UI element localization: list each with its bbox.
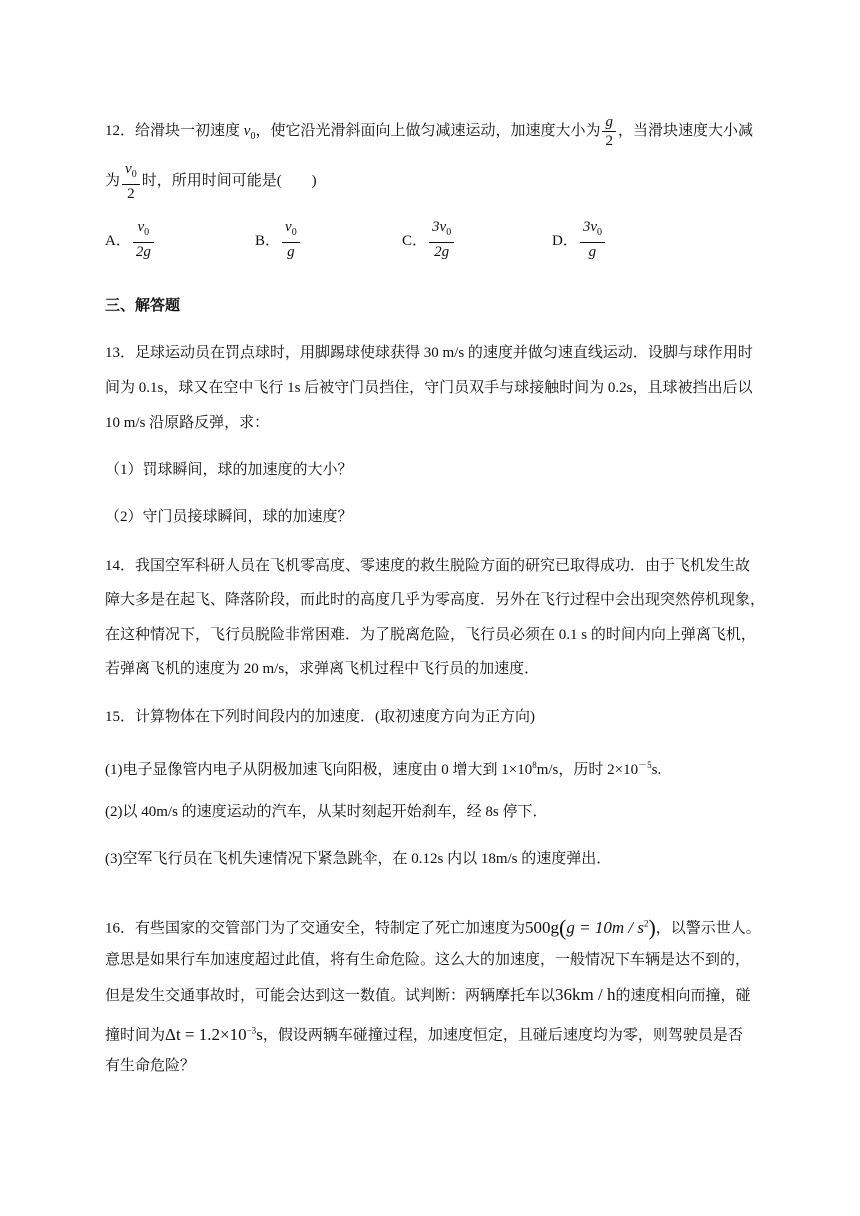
option-label: D．: [552, 233, 578, 249]
paren-open: (: [559, 914, 567, 940]
math-500g: 500g: [525, 917, 560, 937]
frac-den: g: [287, 244, 295, 260]
sub-zero: 0: [250, 130, 256, 142]
frac-num: [122, 160, 140, 185]
math-delta-t: [165, 1025, 263, 1044]
math-expr: [525, 914, 656, 940]
option-label: C．: [402, 233, 428, 249]
q14-line4: 若弹离飞机的速度为 20 m/s，求弹离飞机过程中飞行员的加速度．: [105, 661, 540, 677]
q16-line5: 有生命危险？: [105, 1058, 196, 1074]
q15-text: (1)电子显像管内电子从阴极加速飞向阳极，速度由 0 增大到 1×10: [105, 762, 533, 778]
exponent: 2: [643, 918, 649, 928]
math-speed: 36km / h: [555, 985, 616, 1004]
q12-text: ，当滑块速度大小减: [617, 122, 753, 139]
option-label: A．: [105, 233, 131, 249]
frac-den: 2g: [135, 244, 151, 260]
q13-line3: 10 m/s 沿原路反弹，求：: [105, 415, 270, 431]
q12-text: 为: [105, 172, 121, 189]
q12-text: ，使它沿光滑斜面向上做匀减速运动，加速度大小为: [255, 122, 601, 139]
q15-sub2: (2)以 40m/s 的速度运动的汽车，从某时刻起开始刹车，经 8s 停下．: [105, 804, 548, 820]
q12-text: 12．给滑块一初速度: [105, 122, 244, 139]
frac-num: [282, 218, 300, 243]
exponent: 8: [532, 760, 537, 770]
frac-num: g: [602, 113, 616, 132]
option-d[interactable]: [552, 218, 607, 261]
option-fraction: [133, 218, 154, 261]
frac-den: g: [588, 244, 597, 260]
frac-num: [429, 218, 454, 243]
fraction-v0-over-2: [122, 160, 140, 203]
sub-zero: 0: [291, 227, 297, 238]
q13-sub2: （2）守门员接球瞬间，球的加速度？: [105, 509, 353, 525]
q13-line1: 13．足球运动员在罚点球时，用脚踢球使球获得 30 m/s 的速度并做匀速直线运动．设脚与球作用时: [105, 345, 753, 361]
num-text: 3v: [432, 219, 447, 235]
paren-close: ): [648, 914, 656, 940]
option-fraction: [429, 218, 454, 261]
option-fraction: [580, 218, 605, 261]
option-c[interactable]: [402, 218, 456, 261]
q16-text: ，以警示世人。: [655, 920, 761, 937]
num-text: 3v: [582, 219, 598, 235]
frac-den: 2g: [434, 244, 450, 260]
math-unit: s: [256, 1024, 263, 1044]
q13-line2: 间为 0.1s，球又在空中飞行 1s 后被守门员挡住，守门员双手与球接触时间为 0.2s，且球被挡出后以: [105, 380, 753, 396]
num-text: v: [137, 219, 145, 235]
section-heading: 三、解答题: [105, 298, 181, 314]
sub-zero: 0: [131, 169, 137, 180]
q16-text: 撞时间为: [105, 1027, 166, 1044]
q15-text: m/s，历时 2×10: [536, 762, 639, 778]
q16-text: 的速度相向而撞，碰: [615, 988, 751, 1004]
q12-line2: [105, 160, 317, 203]
q12-options: [105, 218, 805, 262]
q12-text: 时，所用时间可能是( ): [141, 172, 317, 189]
math-expr: Δt = 1.2×10: [165, 1024, 247, 1044]
q15-sub1: [105, 755, 661, 780]
option-a[interactable]: [105, 218, 156, 261]
num-text: v: [285, 219, 292, 235]
q16-line3: [105, 985, 750, 1006]
option-label: B．: [255, 233, 281, 249]
q15-line1: 15．计算物体在下列时间段内的加速度．(取初速度方向为正方向): [105, 709, 535, 725]
q16-text: ，假设两辆车碰撞过程，加速度恒定，且碰后速度均为零，则驾驶员是否: [262, 1027, 743, 1044]
q15-sub3: (3)空军飞行员在飞机失速情况下紧急跳伞，在 0.12s 内以 18m/s 的速度弹出．: [105, 851, 612, 867]
var-v: v: [243, 122, 251, 139]
q13-sub1: （1）罚球瞬间，球的加速度的大小？: [105, 462, 353, 478]
exponent: －5: [638, 760, 652, 770]
sub-zero: 0: [144, 227, 150, 238]
sub-zero: 0: [446, 227, 452, 238]
option-fraction: [282, 218, 300, 261]
frac-den: 2: [127, 186, 135, 202]
q16-line1: [105, 913, 761, 939]
frac-den: 2: [605, 133, 613, 149]
option-b[interactable]: [255, 218, 302, 261]
q14-line3: 在这种情况下，飞行员脱险非常困难．为了脱离危险，飞行员必须在 0.1 s 的时间内向上弹离飞机，: [105, 627, 756, 643]
fraction-g-over-2: [602, 113, 616, 150]
q16-line4: [105, 1020, 743, 1046]
math-g-def: g = 10m / s: [566, 917, 644, 937]
q15-text: s.: [651, 762, 662, 778]
q12-line1: [105, 113, 753, 150]
q16-text: 16．有些国家的交管部门为了交通安全，特制定了死亡加速度为: [105, 920, 526, 937]
q14-line1: 14．我国空军科研人员在飞机零高度、零速度的救生脱险方面的研究已取得成功．由于飞机发生故: [105, 558, 751, 574]
q16-text: 但是发生交通事故时，可能会达到这一数值。试判断：两辆摩托车以: [105, 988, 556, 1004]
sub-zero: 0: [597, 227, 603, 238]
var-v: v: [125, 161, 132, 177]
q16-line2: 意思是如果行车加速度超过此值，将有生命危险。这么大的加速度，一般情况下车辆是达不到的，: [105, 952, 751, 968]
exponent: −3: [246, 1025, 257, 1035]
frac-num: [133, 218, 154, 243]
q14-line2: 障大多是在起飞、降落阶段，而此时的高度几乎为零高度．另外在飞行过程中会出现突然停机现象，: [105, 592, 766, 608]
frac-num: [580, 218, 605, 243]
